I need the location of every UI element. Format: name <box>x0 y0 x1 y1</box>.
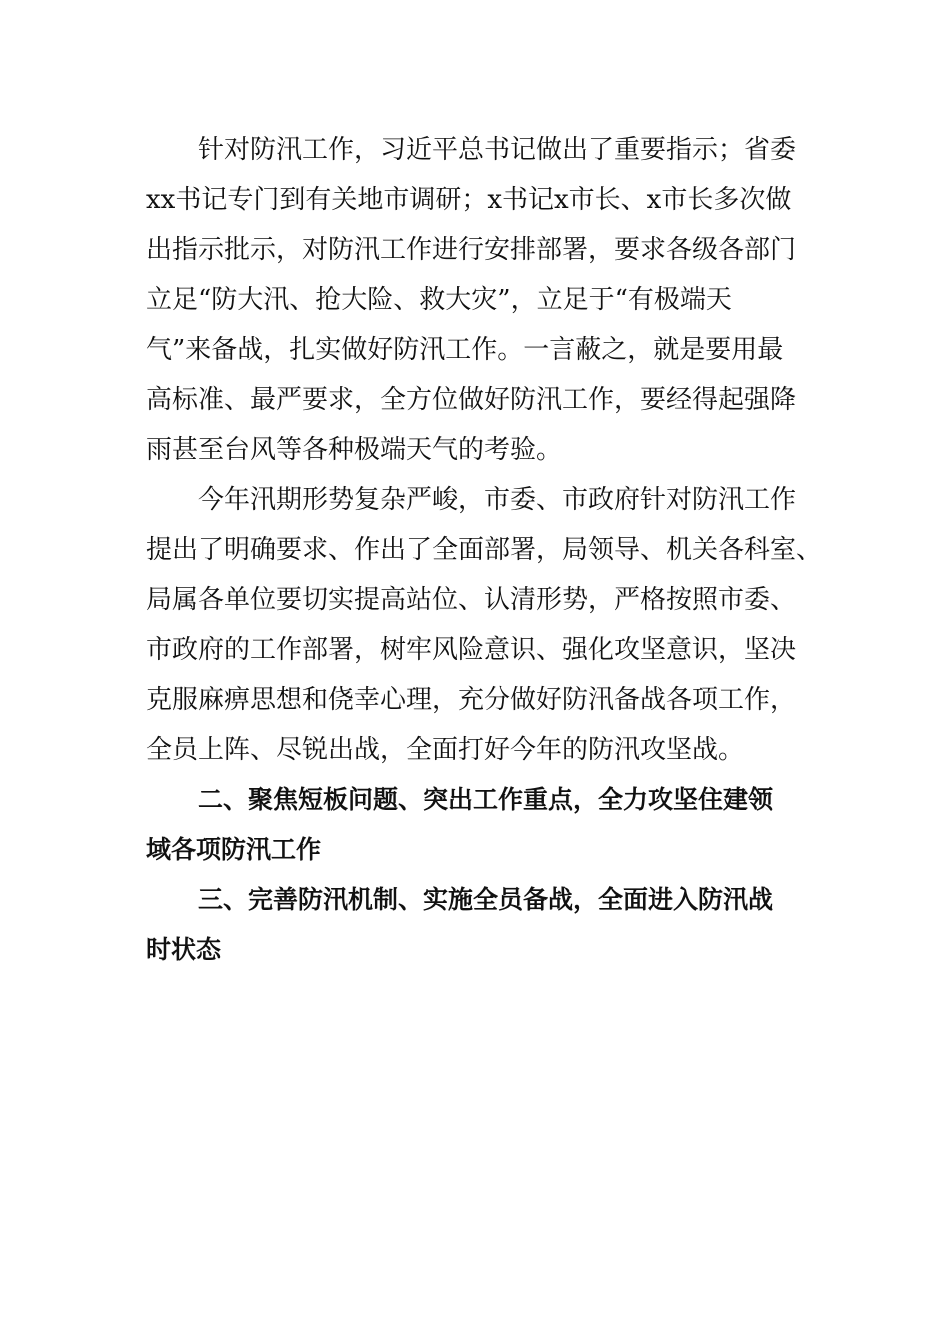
text-line: 出指示批示，对防汛工作进行安排部署，要求各级各部门 <box>146 235 797 265</box>
text-line: 高标准、最严要求，全方位做好防汛工作，要经得起强降 <box>146 385 797 415</box>
text-line: 全员上阵、尽锐出战，全面打好今年的防汛攻坚战。 <box>146 735 745 765</box>
text-line: 立足“防大汛、抢大险、救大灾”，立足于“有极端天 <box>146 285 732 315</box>
heading-line: 二、聚焦短板问题、突出工作重点，全力攻坚住建领 <box>198 785 774 814</box>
section-heading-three <box>146 875 806 975</box>
text-line: 针对防汛工作，习近平总书记做出了重要指示；省委 <box>198 135 797 165</box>
text-line: 气”来备战，扎实做好防汛工作。一言蔽之，就是要用最 <box>146 335 784 365</box>
paragraph-directive <box>146 125 806 475</box>
text-line: 市政府的工作部署，树牢风险意识、强化攻坚意识，坚决 <box>146 635 797 665</box>
heading-line: 域各项防汛工作 <box>146 835 322 864</box>
text-line: xx书记专门到有关地市调研；x书记x市长、x市长多次做 <box>146 185 792 215</box>
document-body <box>146 125 823 975</box>
text-line: 克服麻痹思想和侥幸心理，充分做好防汛备战各项工作， <box>146 685 797 715</box>
text-line: 今年汛期形势复杂严峻，市委、市政府针对防汛工作 <box>198 485 797 515</box>
section-heading-two <box>146 775 806 875</box>
heading-line: 时状态 <box>146 935 222 964</box>
text-line: 雨甚至台风等各种极端天气的考验。 <box>146 435 563 465</box>
text-line: 局属各单位要切实提高站位、认清形势，严格按照市委、 <box>146 585 797 615</box>
paragraph-situation <box>146 475 823 775</box>
text-line: 提出了明确要求、作出了全面部署，局领导、机关各科室、 <box>146 535 823 565</box>
heading-line: 三、完善防汛机制、实施全员备战，全面进入防汛战 <box>198 885 774 914</box>
